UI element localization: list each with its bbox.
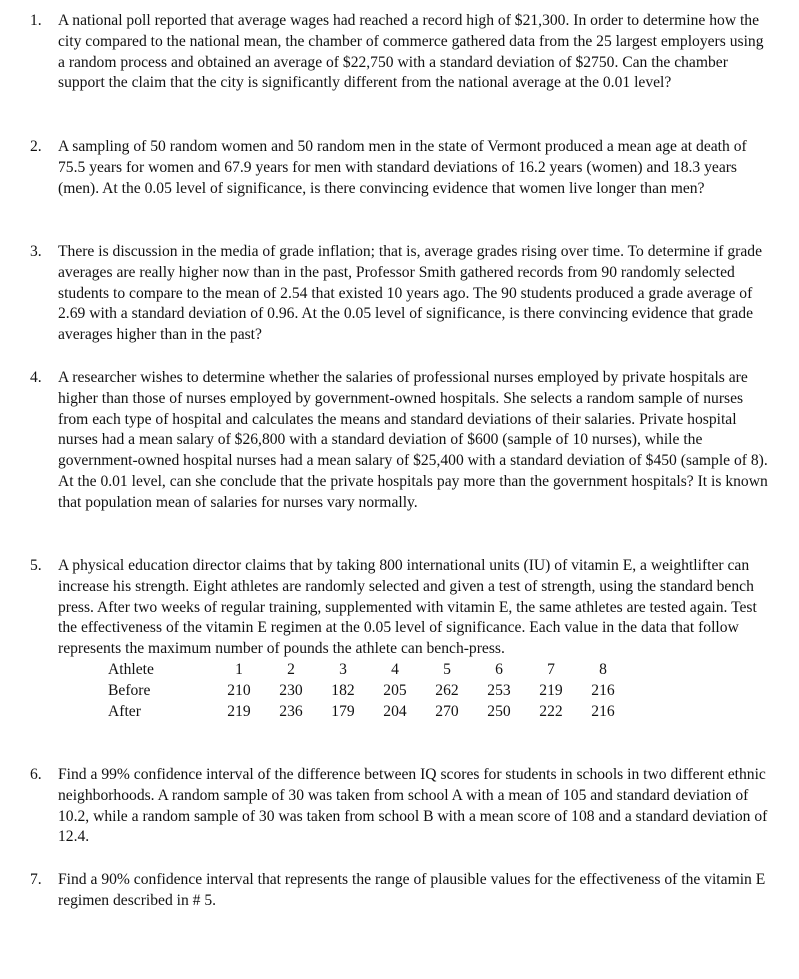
problem-text: There is discussion in the media of grade inflation; that is, average grades rising over time. To determine if grade averages are really higher now than in the past, Professor Smith gathered records from 90 randomly selected students to compare to the mean of 2.54 that existed 10 years ago. The 90 students produced a grade average of 2.69 with a standard deviation of 0.96. At the 0.05 level of significance, is there convincing evidence that grade averages higher than in the past? bbox=[58, 243, 763, 344]
problem-6 bbox=[30, 765, 770, 848]
table-cell: 219 bbox=[227, 702, 251, 720]
table-cell: 253 bbox=[487, 681, 511, 699]
table-cell: 6 bbox=[495, 660, 503, 678]
problem-text: A sampling of 50 random women and 50 random men in the state of Vermont produced a mean age at death of 75.5 years for women and 67.9 years for men with standard deviations of 16.2 years (women) and 18.3 years (men). At the 0.05 level of significance, is there convincing evidence that women live longer than men? bbox=[58, 138, 747, 197]
problem-number: 7. bbox=[30, 871, 42, 888]
problem-3 bbox=[30, 242, 770, 346]
table-cell: 5 bbox=[443, 660, 451, 678]
problem-2 bbox=[30, 137, 770, 199]
table-cell: 1 bbox=[235, 660, 243, 678]
problem-number: 1. bbox=[30, 12, 42, 29]
table-cell: 216 bbox=[591, 681, 615, 699]
table-row-before bbox=[108, 681, 629, 702]
table-row-after bbox=[108, 702, 629, 723]
table-row-athlete bbox=[108, 660, 629, 681]
table-cell: 230 bbox=[279, 681, 303, 699]
table-cell: 270 bbox=[435, 702, 459, 720]
problem-text: Find a 90% confidence interval that represents the range of plausible values for the effectiveness of the vitamin E regimen described in # 5. bbox=[58, 871, 766, 909]
problem-number: 3. bbox=[30, 243, 42, 260]
table-cell: 179 bbox=[331, 702, 355, 720]
problem-text: A physical education director claims that by taking 800 international units (IU) of vitamin E, a weightlifter can increase his strength. Eight athletes are randomly selected and given a test of strength, using the standard bench press. After two weeks of regular training, supplemented with vitamin E, the same athletes are tested again. Test the effectiveness of the vitamin E regimen at the 0.05 level of significance. Each value in the data that follow represents the maximum number of pounds the athlete can bench-press. bbox=[58, 557, 757, 658]
table-cell: 216 bbox=[591, 702, 615, 720]
table-cell: 3 bbox=[339, 660, 347, 678]
problem-text: Find a 99% confidence interval of the difference between IQ scores for students in schools in two different ethnic neighborhoods. A random sample of 30 was taken from school A with a mean of 105 and standard deviation of 10.2, while a random sample of 30 was taken from school B with a mean score of 108 and a standard deviation of 12.4. bbox=[58, 766, 768, 846]
table-cell: 262 bbox=[435, 681, 459, 699]
problem-text: A researcher wishes to determine whether the salaries of professional nurses employed by private hospitals are higher than those of nurses employed by government-owned hospitals. She selects a random sample of nurses from each type of hospital and calculates the means and standard deviations of their salaries. Private hospital nurses had a mean salary of $26,800 with a standard deviation of $600 (sample of 10 nurses), while the government-owned hospital nurses had a mean salary of $25,400 with a standard deviation of $450 (sample of 8). At the 0.01 level, can she conclude that the private hospitals pay more than the government hospitals? It is known that population mean of salaries for nurses vary normally. bbox=[58, 369, 768, 511]
table-cell: 4 bbox=[391, 660, 399, 678]
problem-number: 5. bbox=[30, 557, 42, 574]
athlete-data-table bbox=[108, 660, 629, 722]
table-cell: 219 bbox=[539, 681, 563, 699]
table-cell: 182 bbox=[331, 681, 355, 699]
table-cell: 250 bbox=[487, 702, 511, 720]
row-label: Athlete bbox=[108, 660, 154, 678]
table-cell: 8 bbox=[599, 660, 607, 678]
table-cell: 205 bbox=[383, 681, 407, 699]
table-cell: 7 bbox=[547, 660, 555, 678]
table-cell: 204 bbox=[383, 702, 407, 720]
table-cell: 222 bbox=[539, 702, 563, 720]
problem-7 bbox=[30, 870, 770, 912]
problem-number: 2. bbox=[30, 138, 42, 155]
problem-text: A national poll reported that average wages had reached a record high of $21,300. In order to determine how the city compared to the national mean, the chamber of commerce gathered data from the 25 largest employers using a random process and obtained an average of $22,750 with a standard deviation of $2750. Can the chamber support the claim that the city is significantly different from the national average at the 0.01 level? bbox=[58, 12, 764, 92]
table-cell: 236 bbox=[279, 702, 303, 720]
table-cell: 2 bbox=[287, 660, 295, 678]
row-label: Before bbox=[108, 681, 151, 699]
table-cell: 210 bbox=[227, 681, 251, 699]
problem-number: 4. bbox=[30, 369, 42, 386]
problem-5 bbox=[30, 556, 770, 722]
problem-number: 6. bbox=[30, 766, 42, 783]
problem-1 bbox=[30, 11, 770, 94]
row-label: After bbox=[108, 702, 141, 720]
problem-4 bbox=[30, 368, 770, 514]
